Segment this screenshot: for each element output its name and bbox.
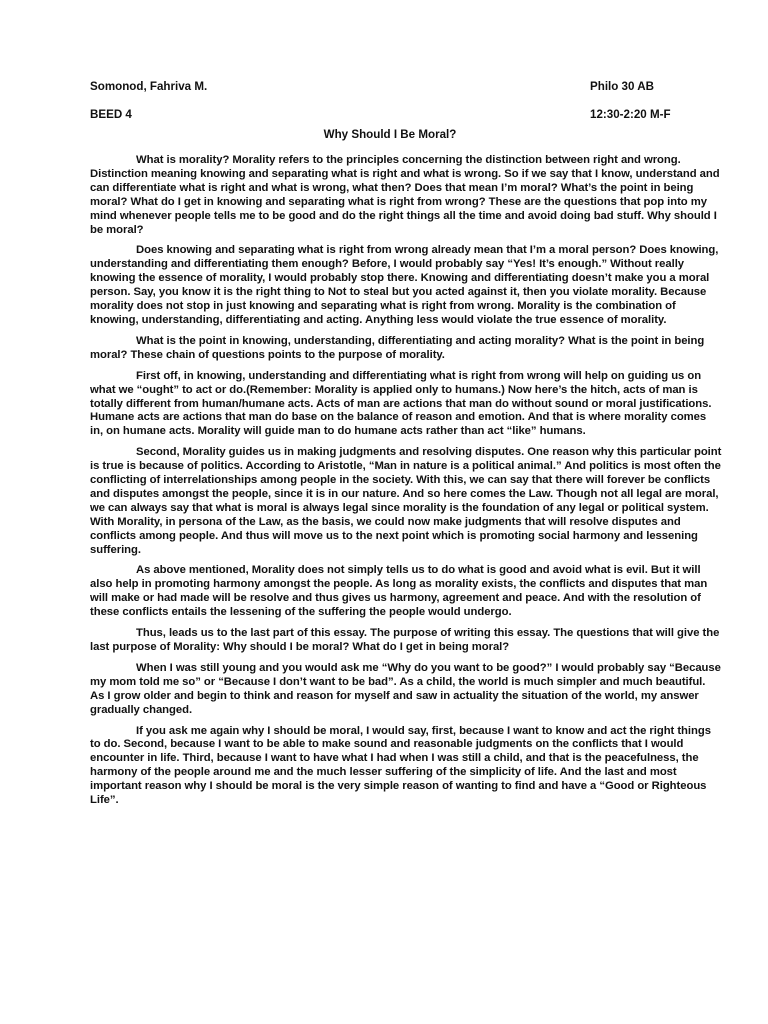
essay-title: Why Should I Be Moral? xyxy=(323,128,457,141)
essay-paragraph-1: What is morality? Morality refers to the principles concerning the distinction between right and wrong. Distinction meaning knowing and separating what is right and what is wrong. So if we say that I know, understand and can differentiate what is right and what is wrong, what then? Does that mean I’m moral? What’s the point in being moral? What do I get in knowing and separating what is right from wrong? These are the questions that pop into my mind whenever people tells me to be good and do the right things all the time and avoid doing bad stuff. Why should I be moral? xyxy=(90,154,720,236)
essay-paragraph-3: What is the point in knowing, understanding, differentiating and acting morality? What is the point in being moral? These chain of questions points to the purpose of morality. xyxy=(90,334,705,361)
essay-body xyxy=(90,154,722,815)
course-code: Philo 30 AB xyxy=(590,80,654,93)
section-name: BEED 4 xyxy=(90,108,132,121)
author-name: Somonod, Fahriva M. xyxy=(90,80,208,93)
essay-paragraph-5: Second, Morality guides us in making judgments and resolving disputes. One reason why this particular point is true is because of politics. According to Aristotle, “Man in nature is a political animal.” And politics is most often the conflicting of interrelationships among people in the society. With this, we can say that there will forever be conflicts and disputes amongst the people, since it is in our nature. And so here comes the Law. Though not all legal are moral, we can always say that what is moral is always legal since morality is the foundation of any legal or political system. With Morality, in persona of the Law, as the basis, we could now make judgments that will resolve disputes and conflicts among people. And thus will move us to the next point which is promoting social harmony and lessening suffering. xyxy=(90,446,722,556)
essay-paragraph-2: Does knowing and separating what is right from wrong already mean that I’m a moral person? Does knowing, understanding and differentiating them enough? Before, I would probably say “Yes! It’s enough.” Without really knowing the essence of morality, I would probably stop there. Knowing and differentiating doesn’t make you a moral person. Say, you know it is the right thing to Not to steal but you acted against it, then you violate morality. Because morality does not stop in just knowing and separating what is right from wrong. Morality is the combination of knowing, understanding, differentiating and acting. Anything less would violate the true essence of morality. xyxy=(90,244,719,326)
essay-paragraph-8: When I was still young and you would ask me “Why do you want to be good?” I would probably say “Because my mom told me so” or “Because I don’t want to be bad”. As a child, the world is much simpler and much beautiful. As I grow older and begin to think and reason for myself and saw in actuality the situation of the world, my answer gradually changed. xyxy=(90,661,721,716)
essay-paragraph-7: Thus, leads us to the last part of this essay. The purpose of writing this essay. The questions that will give the last purpose of Morality: Why should I be moral? What do I get in being moral? xyxy=(90,627,720,653)
essay-paragraph-4: First off, in knowing, understanding and differentiating what is right from wrong will help on guiding us on what we “ought” to act or do.(Remember: Morality is applied only to humans.) Now here’s the hitch, acts of man is totally different from human/humane acts. Acts of man are actions that man do without sound or moral justifications. Humane acts are actions that man do base on the balance of reason and emotion. And that is where morality comes in, on humane acts. Morality will guide man to do humane acts rather than act “like” humans. xyxy=(90,369,712,438)
essay-paragraph-9: If you ask me again why I should be moral, I would say, first, because I want to know and act the right things to do. Second, because I want to be able to make sound and reasonable judgments on the conflicts that I would encounter in life. Third, because I want to have what I had when I was still a child, and that is the peacefulness, the harmony of the people around me and the much lesser suffering of the simplicity of life. And the last and most important reason why I should be moral is the very simple reason of wanting to find and have a “Good or Righteous Life”. xyxy=(90,724,711,807)
class-schedule: 12:30-2:20 M-F xyxy=(590,108,671,121)
essay-paragraph-6: As above mentioned, Morality does not simply tells us to do what is good and avoid what is evil. But it will also help in promoting harmony amongst the people. As long as morality exists, the conflicts and disputes that man will make or had made will be resolve and thus gives us harmony, agreement and peace. And with the resolution of these conflicts entails the lessening of the suffering the people would undergo. xyxy=(90,564,708,619)
